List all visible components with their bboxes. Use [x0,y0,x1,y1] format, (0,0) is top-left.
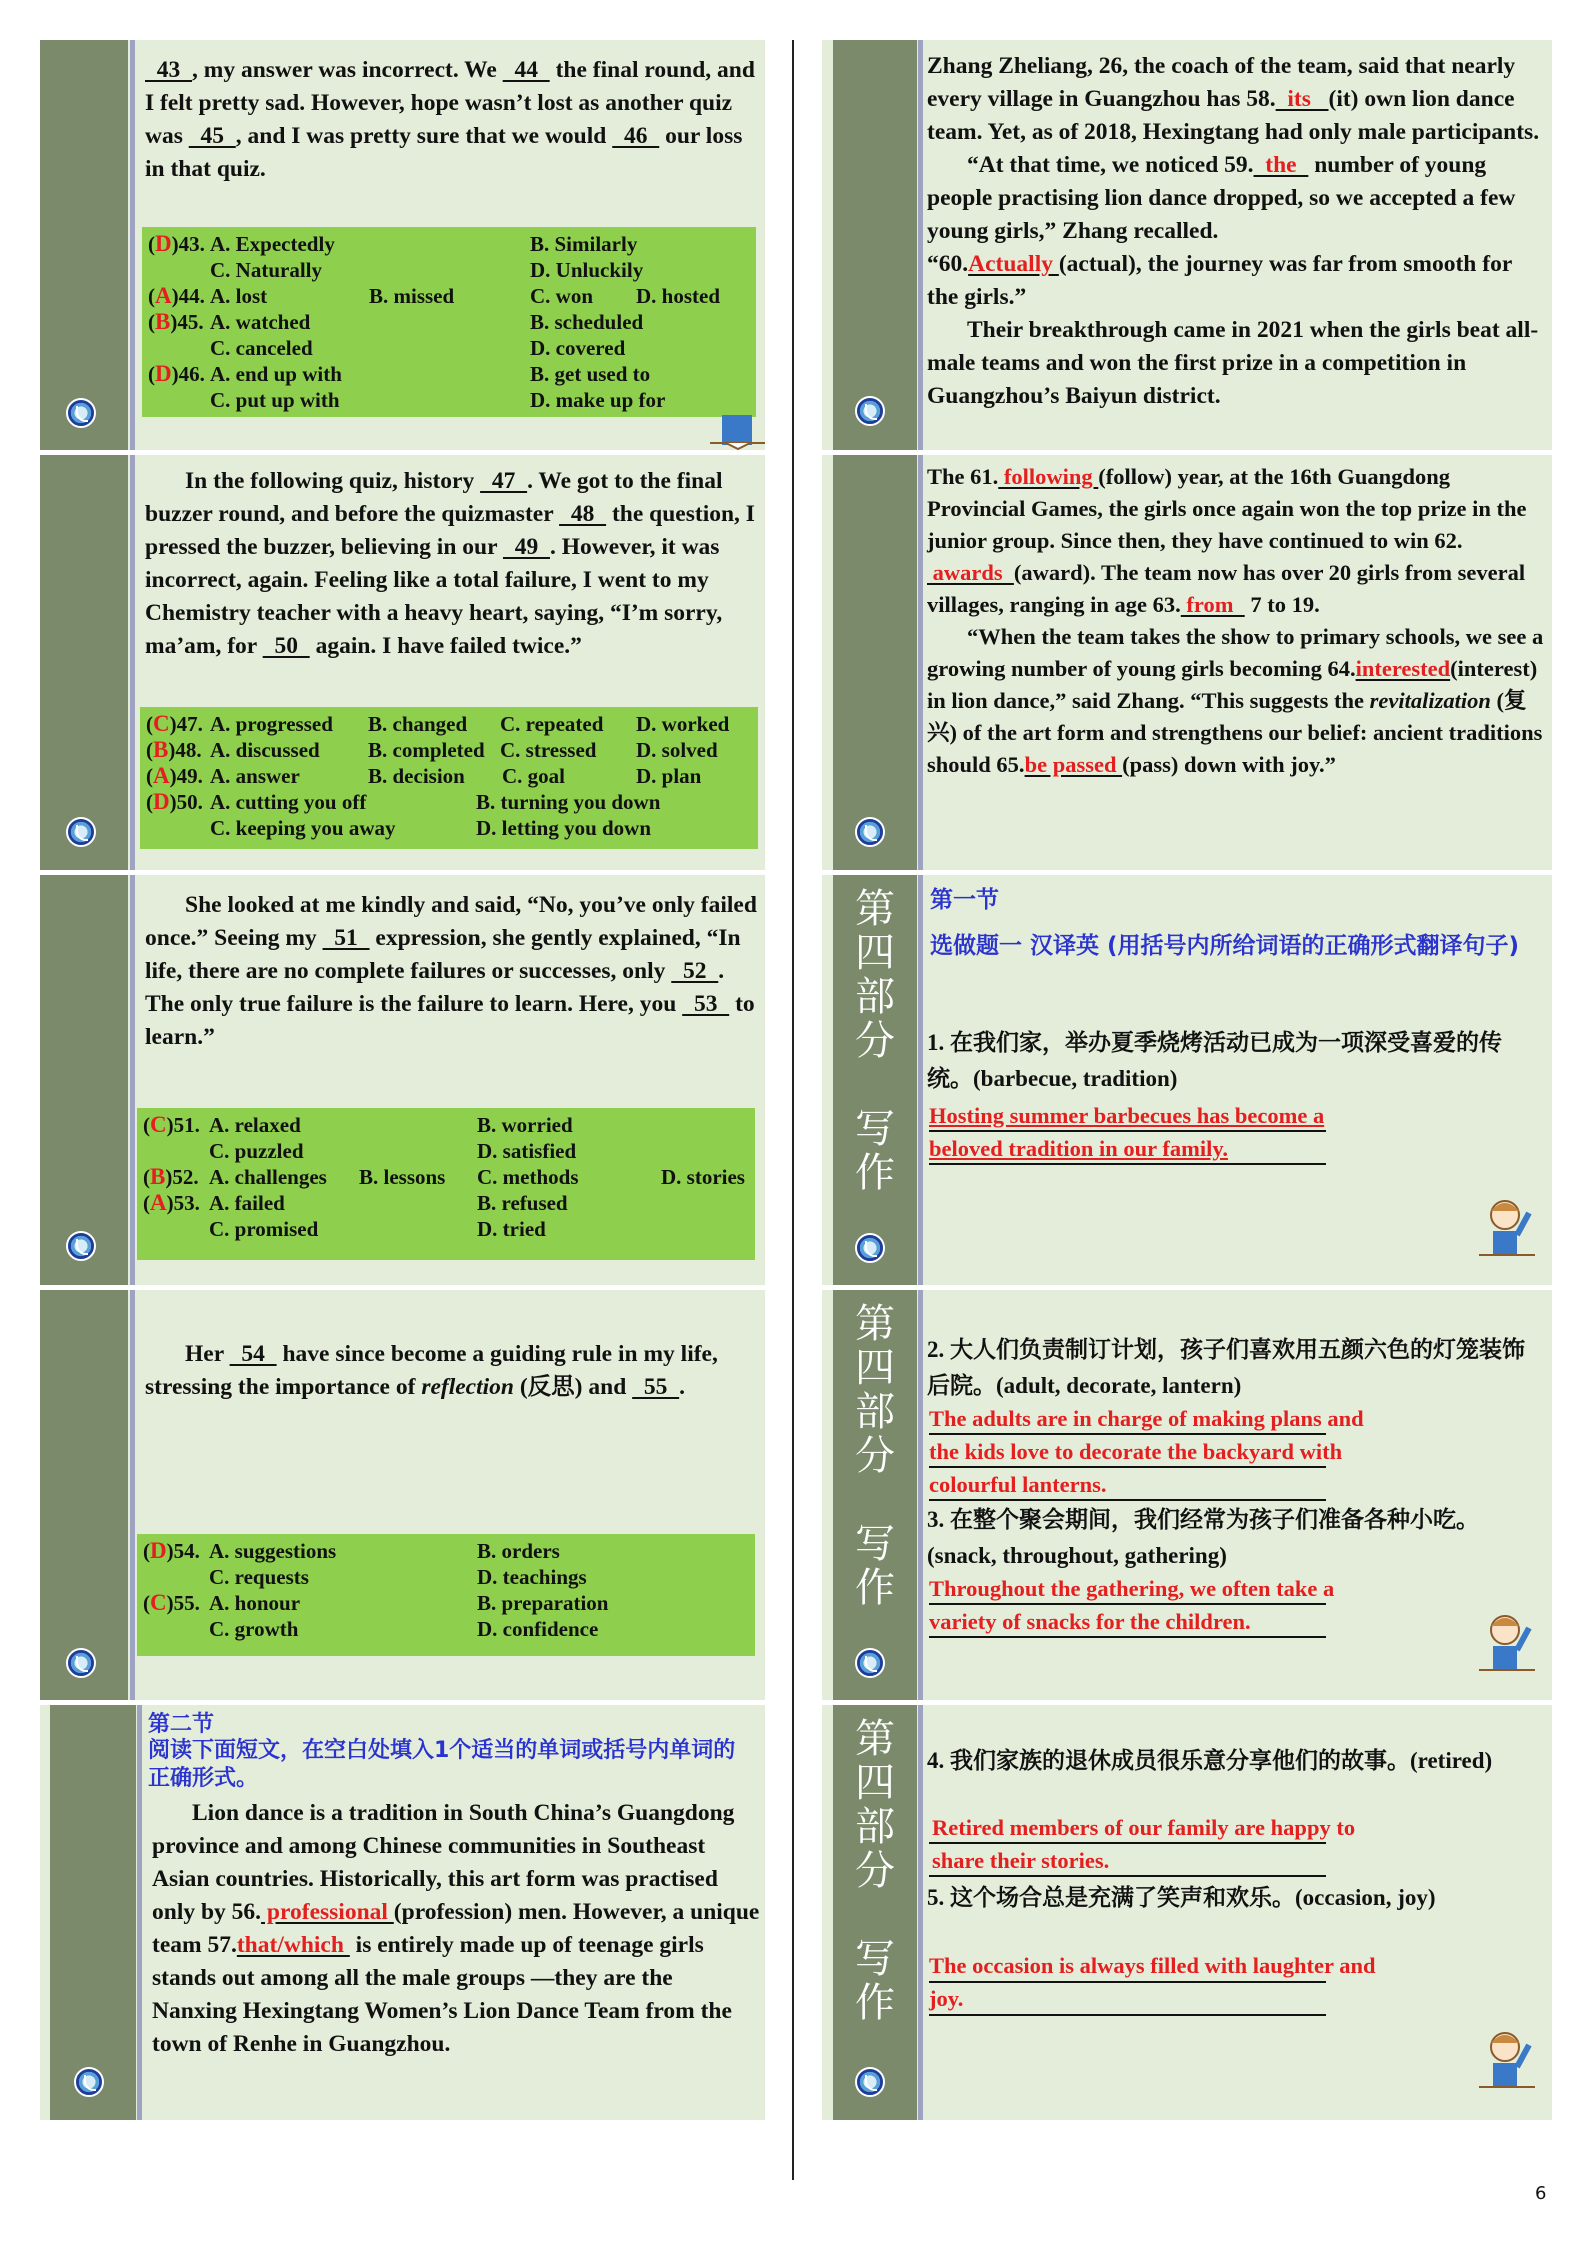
grammar-passage: The 61. following (follow) year, at the 16th Guangdong Provincial Games, the girls once again won the top prize in the junior group. Since then, they have continued to win 62. awards (award). The team now has over 20 girls from several villages, ranging in age 63. from 7 to 19. “When the team takes the show to primary schools, we see a growing number of young girls becoming 64.interested(interest) in lion dance,” said Zhang. “This suggests the revitalization (复兴) of the art form and strengthens our belief: ancient traditions should 65.be passed (pass) down with joy.” [927,464,1544,777]
question-row: C. Naturally D. Unluckily [210,258,644,282]
translation-question-1: 1. 在我们家，举办夏季烧烤活动已成为一项深受喜爱的传统。(barbecue, tradition) [927,1030,1502,1092]
cloze-passage: 43 , my answer was incorrect. We 44 the final round, and I felt pretty sad. However, hope wasn’t lost as another quiz was 45 , and I was pretty sure that we would 46 our loss in that quiz. [145,57,755,182]
question-row: (A)49. A. answer B. decision C. goal D. plan [146,763,702,788]
strip-divider [130,455,135,870]
translation-question-5: 5. 这个场合总是充满了笑声和欢乐。(occasion, joy) [927,1885,1436,1911]
translation-question-3: 3. 在整个聚会期间，我们经常为孩子们准备各种小吃。(snack, throughout, gathering) [927,1507,1479,1568]
slide-cloze-51-53 [40,875,765,1285]
cloze-passage: She looked at me kindly and said, “No, you’ve only failed once.” Seeing my 51 expression, she gently explained, “In life, there are no complete failures or successes, only 52 . The only true failure is the failure to learn. Here, you 53 to learn.” [145,892,757,1050]
question-row: (D)50. A. cutting you off B. turning you down [146,789,661,814]
grammar-passage: Zhang Zheliang, 26, the coach of the team, said that nearly every village in Guangzhou has 58. its (it) own lion dance team. Yet, as of 2018, Hexingtang had only male participants. “At that time, we noticed 59. the number of young people practising lion dance dropped, so we accepted a few young girls,” Zhang recalled. “60.Actually (actual), the journey was far from smooth for the girls.” Their breakthrough came in 2021 when the girls beat all-male teams and won the first prize in a competition in Guangzhou’s Baiyun district. [927,53,1540,409]
answer-line [929,1603,1326,1605]
side-strip [40,40,128,450]
question-row: (C)47. A. progressed B. changed C. repeated D. worked [146,711,730,736]
strip-divider [130,875,135,1285]
answer-line [929,1636,1326,1638]
student-raising-hand-icon [1477,2027,1537,2097]
slide-translation-1 [822,875,1552,1285]
slide-grammar-fill-58-60 [822,40,1552,450]
column-divider [792,40,794,2180]
side-strip [50,1705,136,2120]
school-emblem-icon [66,817,96,847]
question-row: C. keeping you away D. letting you down [210,816,652,840]
answer-line [929,1433,1326,1435]
strip-divider [918,1705,923,2120]
answer-line [929,1466,1326,1468]
question-row: (D)46. A. end up with B. get used to [148,361,651,386]
strip-label-part4-writing: 第 四 部 分 写 作 [855,886,895,1196]
strip-divider [137,1705,142,2120]
question-row: C. growth D. confidence [209,1617,599,1641]
side-strip [40,875,128,1285]
question-row: (B)45. A. watched B. scheduled [148,309,644,334]
translation-question-2: 2. 大人们负责制订计划，孩子们喜欢用五颜六色的灯笼装饰后院。(adult, decorate, lantern) [927,1337,1525,1399]
answer-line [929,2014,1326,2016]
school-emblem-icon [66,1231,96,1261]
side-strip [40,1290,128,1700]
answer-line [929,1981,1326,1983]
question-row: C. puzzled D. satisfied [209,1139,577,1163]
slide-cloze-43-46 [40,40,765,450]
cloze-passage: Her 54 have since become a guiding rule in my life, stressing the importance of reflection (反思) and 55 . [145,1341,718,1400]
strip-label-part4-writing: 第 四 部 分 写 作 [855,1301,895,1611]
section-instruction: 选做题一 汉译英 (用括号内所给词语的正确形式翻译句子) [930,933,1520,959]
question-row: C. put up with D. make up for [210,388,666,412]
section-title: 第二节 [148,1712,215,1737]
question-row: C. requests D. teachings [209,1565,587,1589]
answer-options [142,227,756,417]
question-row: (D)43. A. Expectedly B. Similarly [148,231,638,256]
side-strip [833,40,917,450]
translation-answer-4: Retired members of our family are happy to share their stories. [932,1815,1356,1873]
answer-options [137,1108,755,1260]
school-emblem-icon [855,1233,885,1263]
question-row: C. canceled D. covered [210,336,626,360]
question-row: (B)48. A. discussed B. completed C. stressed D. solved [146,737,718,762]
slide-grammar-fill-61-65 [822,455,1552,870]
question-row: (A)44. A. lost B. missed C. won D. hosted [148,283,721,308]
question-row: (A)53. A. failed B. refused [143,1190,568,1215]
question-row: (D)54. A. suggestions B. orders [143,1538,560,1563]
section-title: 第一节 [930,887,999,913]
strip-divider [918,1290,923,1700]
student-raising-hand-icon [1477,1195,1537,1265]
school-emblem-icon [74,2067,104,2097]
slide-cloze-54-55 [40,1290,765,1700]
strip-divider [918,40,923,450]
slide-translation-2-3 [822,1290,1552,1700]
strip-divider [130,40,135,450]
school-emblem-icon [855,1648,885,1678]
translation-answer-2: The adults are in charge of making plans and the kids love to decorate the backyard with colourful lanterns. [929,1406,1364,1497]
school-emblem-icon [855,396,885,426]
answer-line [929,1875,1326,1877]
question-row: C. promised D. tried [209,1217,546,1241]
student-raising-hand-icon [1477,1610,1537,1680]
translation-answer-1: Hosting summer barbecues has become a beloved tradition in our family. [929,1103,1325,1161]
slide-translation-4-5 [822,1705,1552,2120]
school-emblem-icon [855,817,885,847]
translation-answer-5: The occasion is always filled with laughter and joy. [929,1953,1376,2011]
strip-divider [130,1290,135,1700]
side-strip [40,455,128,870]
translation-answer-3: Throughout the gathering, we often take a variety of snacks for the children. [929,1576,1335,1634]
strip-divider [918,455,923,870]
school-emblem-icon [855,2067,885,2097]
slide-cloze-47-50 [40,455,765,870]
side-strip [833,455,917,870]
answer-options [140,707,758,849]
student-raising-hand-icon [708,385,765,450]
question-row: (B)52. A. challenges B. lessons C. methods D. stories [143,1164,745,1189]
page-number: 6 [1535,2183,1547,2204]
answer-line [929,1842,1326,1844]
strip-label-part4-writing: 第 四 部 分 写 作 [855,1716,895,2026]
answer-line [929,1499,1326,1501]
slide-grammar-fill-56-57 [40,1705,765,2120]
question-row: (C)55. A. honour B. preparation [143,1590,609,1615]
strip-divider [918,875,923,1285]
translation-question-4: 4. 我们家族的退休成员很乐意分享他们的故事。(retired) [927,1748,1493,1774]
cloze-passage: In the following quiz, history 47 . We got to the final buzzer round, and before the quizmaster 48 the question, I pressed the buzzer, believing in our 49 . However, it was incorrect, again. Feeling like a total failure, I went to my Chemistry teacher with a heavy heart, saying, “I’m sorry, ma’am, for 50 again. I have failed twice.” [145,468,755,659]
school-emblem-icon [66,1648,96,1678]
section-instruction: 阅读下面短文，在空白处填入1个适当的单词或括号内单词的正确形式。 [148,1738,736,1791]
answer-options [137,1534,755,1656]
school-emblem-icon [66,398,96,428]
grammar-passage: Lion dance is a tradition in South China’s Guangdong province and among Chinese communities in Southeast Asian countries. Historically, this art form was practised only by 56. professional (profession) men. However, a unique team 57.that/which is entirely made up of teenage girls stands out among all the male groups —they are the Nanxing Hexingtang Women’s Lion Dance Team from the town of Renhe in Guangzhou. [152,1800,760,2057]
question-row: (C)51. A. relaxed B. worried [143,1112,573,1137]
